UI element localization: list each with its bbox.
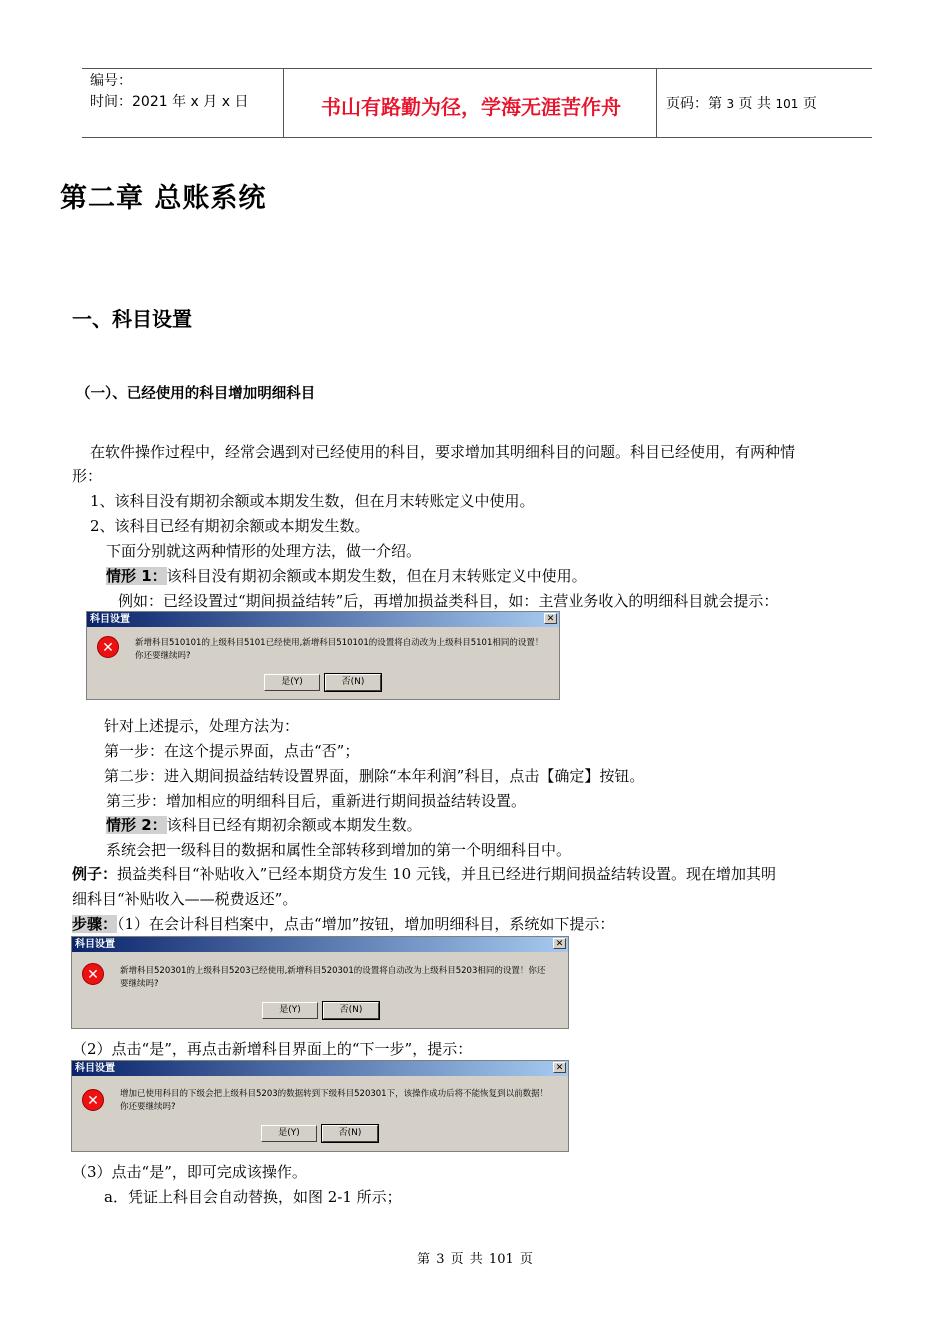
section-title: 一、科目设置 [72, 307, 192, 331]
chapter-title: 第二章 总账系统 [60, 183, 267, 214]
case-2-label: 情形 2： [106, 816, 167, 834]
paragraph: 系统会把一级科目的数据和属性全部转移到增加的第一个明细科目中。 [106, 841, 572, 859]
case-1-text: 该科目没有期初余额或本期发生数，但在月末转账定义中使用。 [166, 567, 587, 585]
page-footer: 第 3 页 共 101 页 [417, 1252, 533, 1267]
page-number: 3 [726, 97, 735, 111]
dialog-title-bar [72, 937, 568, 952]
page-mid: 页 共 [738, 96, 771, 112]
dialog-title-bar [87, 612, 559, 627]
case-1-label: 情形 1： [106, 567, 167, 585]
paragraph: 例如：已经设置过“期间损益结转”后，再增加损益类科目，如：主营业务收入的明细科目就会提示： [118, 592, 779, 610]
paragraph: 形： [72, 467, 103, 485]
page-header [82, 68, 872, 138]
dialog-title-bar [72, 1061, 568, 1076]
dialog-message: 新增科目510101的上级科目5101已经使用,新增科目510101的设置将自动改为上级科目5101相同的设置！你还要继续吗? [135, 638, 544, 661]
dialog-message: 新增科目520301的上级科目5203已经使用,新增科目520301的设置将自动改为上级科目5203相同的设置！你还要继续吗? [120, 966, 546, 989]
list-item: 1、该科目没有期初余额或本期发生数，但在月末转账定义中使用。 [90, 492, 535, 510]
time-label: 时间：2021 年 x 月 x 日 [90, 94, 249, 110]
close-icon[interactable]: ✕ [553, 1062, 566, 1073]
header-meta [90, 71, 248, 113]
subsection-title: （一）、已经使用的科目增加明细科目 [76, 386, 316, 402]
paragraph: 针对上述提示，处理方法为： [104, 717, 300, 735]
page-suffix: 页 [802, 96, 817, 112]
paragraph: 下面分别就这两种情形的处理方法，做一介绍。 [106, 542, 422, 560]
page-total: 101 [775, 97, 799, 111]
paragraph: （3）点击“是”，即可完成该操作。 [72, 1163, 307, 1181]
example-2-text: 损益类科目“补贴收入”已经本期贷方发生 10 元钱，并且已经进行期间损益结转设置。现在增加其明 [117, 865, 776, 883]
dialog-title: 科目设置 [75, 1063, 115, 1074]
step: 第一步：在这个提示界面，点击“否”； [104, 742, 360, 760]
example-2-label: 例子： [72, 865, 118, 883]
page-prefix: 页码：第 [666, 96, 722, 112]
close-icon[interactable]: ✕ [544, 613, 557, 624]
steps [72, 912, 614, 936]
dialog-subject-settings [71, 1060, 569, 1152]
paragraph: 在软件操作过程中，经常会遇到对已经使用的科目，要求增加其明细科目的问题。科目已经使用，有两种情 [90, 443, 796, 461]
step: 第二步：进入期间损益结转设置界面，删除“本年利润”科目，点击【确定】按钮。 [104, 767, 645, 785]
error-icon: ✕ [97, 636, 119, 658]
step: 第三步：增加相应的明细科目后，重新进行期间损益结转设置。 [106, 792, 527, 810]
steps-label: 步骤： [72, 915, 118, 933]
yes-button[interactable]: 是(Y) [264, 674, 320, 691]
dialog-title: 科目设置 [75, 939, 115, 950]
steps-text: （1）在会计科目档案中，点击“增加”按钮，增加明细科目，系统如下提示： [117, 915, 615, 933]
dialog-subject-settings [86, 611, 560, 700]
case-2 [106, 813, 422, 837]
example-2 [72, 862, 776, 886]
yes-button[interactable]: 是(Y) [262, 1002, 318, 1019]
no-button[interactable]: 否(N) [323, 1002, 379, 1019]
yes-button[interactable]: 是(Y) [261, 1125, 317, 1142]
paragraph: （2）点击“是”，再点击新增科目界面上的“下一步”，提示： [72, 1040, 473, 1058]
dialog-title: 科目设置 [90, 614, 130, 625]
list-item: 2、该科目已经有期初余额或本期发生数。 [90, 517, 370, 535]
case-1 [106, 564, 587, 588]
header-page-info [666, 93, 817, 113]
dialog-message: 增加已使用科目的下级会把上级科目5203的数据转到下级科目520301下，该操作成功后将不能恢复到以前数据！你还要继续吗? [120, 1089, 549, 1112]
paragraph: a．凭证上科目会自动替换，如图 2-1 所示； [104, 1188, 402, 1206]
no-button[interactable]: 否(N) [325, 674, 381, 691]
error-icon: ✕ [82, 1089, 104, 1111]
case-2-text: 该科目已经有期初余额或本期发生数。 [166, 816, 422, 834]
dialog-subject-settings [71, 936, 569, 1029]
error-icon: ✕ [82, 963, 104, 985]
no-button[interactable]: 否(N) [322, 1125, 378, 1142]
header-motto: 书山有路勤为径，学海无涯苦作舟 [321, 95, 621, 119]
number-label: 编号： [90, 73, 132, 89]
paragraph: 细科目“补贴收入——税费返还”。 [72, 890, 298, 908]
close-icon[interactable]: ✕ [553, 938, 566, 949]
